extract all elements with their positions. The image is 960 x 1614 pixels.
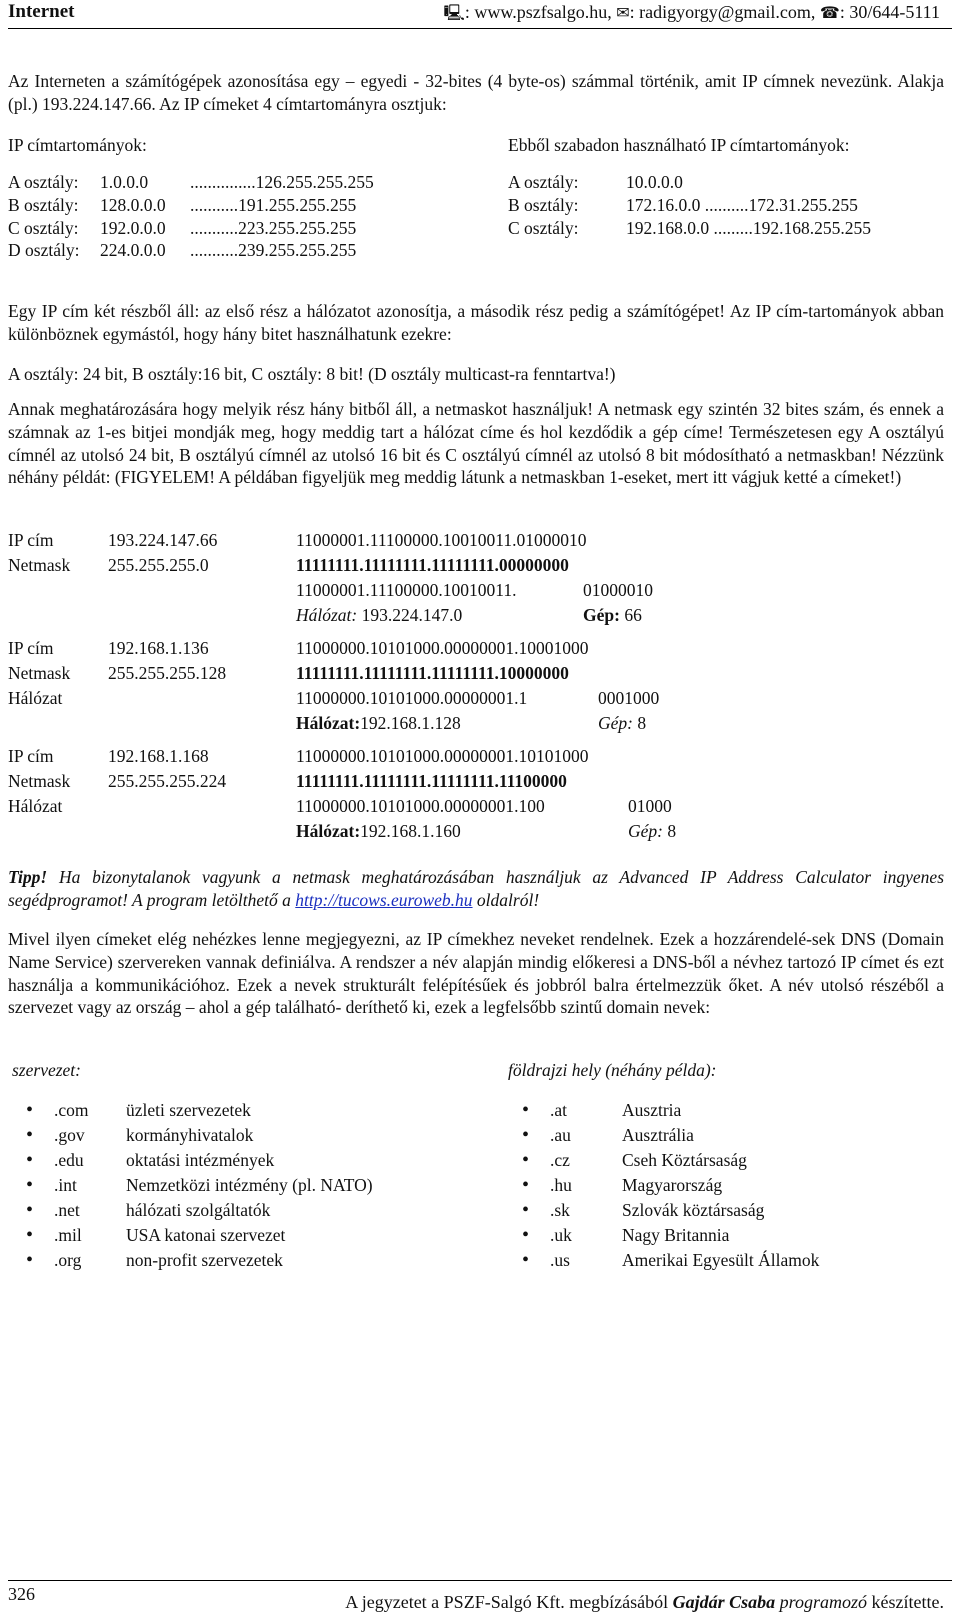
tucows-link[interactable]: http://tucows.euroweb.hu — [295, 889, 473, 910]
header-title: Internet — [8, 1, 75, 22]
free-range-row: A osztály: 10.0.0.0 — [508, 172, 683, 192]
netmask-example-1: IP cím 193.224.147.66 11000001.11100000.10010011.01000010 Netmask 255.255.255.0 11111111.11111111.11111111.00000000 11000001.11100000.10010011. 01000010 Hálózat: 193.224.147.0 Gép: 66 — [8, 530, 653, 625]
netmask-example-2: IP cím 192.168.1.136 11000000.10101000.00000001.10001000 Netmask 255.255.255.128 11111111.11111111.11111111.10000000 Hálózat 11000000.10101000.00000001.1 0001000 Hálózat:192.168.1.128 Gép: 8 — [8, 638, 660, 733]
list-item: • .cz Cseh Köztársaság — [522, 1149, 747, 1171]
org-domain-list — [12, 1059, 472, 1274]
list-item: • .au Ausztrália — [522, 1124, 694, 1146]
ranges-right-title: Ebből szabadon használható IP címtartományok: — [508, 135, 850, 155]
paragraph-class-bits: A osztály: 24 bit, B osztály:16 bit, C osztály: 8 bit! (D osztály multicast-ra fenntartva!) — [8, 364, 616, 384]
list-item: • .sk Szlovák köztársaság — [522, 1199, 765, 1221]
geo-domain-list — [508, 1059, 944, 1274]
intro-paragraph: Az Interneten a számítógépek azonosítása egy – egyedi - 32-bites (4 byte-os) számmal történik, amit IP címnek nevezünk. Alakja (pl.) 193.224.147.66. Az IP címeket 4 címtartományra osztjuk: — [8, 71, 944, 114]
list-item: • .com üzleti szervezetek — [26, 1099, 251, 1121]
free-range-row: B osztály: 172.16.0.0 ..........172.31.255.255 — [508, 194, 858, 215]
email-link[interactable]: radigyorgy@gmail.com, — [639, 2, 816, 22]
list-item: • .int Nemzetközi intézmény (pl. NATO) — [26, 1174, 373, 1196]
page-number: 326 — [8, 1584, 35, 1604]
list-item: • .at Ausztria — [522, 1099, 682, 1121]
list-item: • .hu Magyarország — [522, 1174, 723, 1196]
email-icon: ✉ — [616, 5, 630, 22]
list-item: • .gov kormányhivatalok — [26, 1124, 254, 1146]
free-range-list — [508, 171, 871, 239]
ranges-left-title: IP címtartományok: — [8, 135, 147, 155]
paragraph-ip-parts: Egy IP cím két részből áll: az első rész a hálózatot azonosítja, a második rész pedig a számítógépet! Az IP cím-tartományok abban különböznek egymástól, hogy hány bitet használhatunk ezekre: — [8, 301, 944, 344]
list-item: • .mil USA katonai szervezet — [26, 1224, 286, 1246]
geo-list-title: földrajzi hely (néhány példa): — [508, 1060, 717, 1080]
computer-icon: 🖳 — [443, 5, 465, 22]
document-page — [8, 0, 952, 1611]
page-header — [8, 0, 952, 29]
list-item: • .org non-profit szervezetek — [26, 1249, 283, 1271]
free-range-row: C osztály: 192.168.0.0 .........192.168.255.255 — [508, 217, 871, 238]
website-link[interactable]: www.pszfsalgo.hu, — [474, 2, 612, 22]
paragraph-dns: Mivel ilyen címeket elég nehézkes lenne megjegyezni, az IP címekhez neveket rendelnek. Ezek a hozzárendelé-sek DNS (Domain Name Service) szervereken vannak definiálva. A rendszer a név alapján mindig előkeresi a DNS-ből a névhez tartozó IP címet és ezt használja a kommunikációhoz. Ezek a nevek strukturált felépítésűek és jobbról balra értelmezzük őket. A név utolsó részéből a szervezet vagy az ország – ahol a gép található- deríthető ki, ezek a legfelsőbb szintű domain nevek: — [8, 929, 944, 1018]
list-item: • .edu oktatási intézmények — [26, 1149, 275, 1171]
list-item: • .net hálózati szolgáltatók — [26, 1199, 271, 1221]
header-contact: 🖳: www.pszfsalgo.hu, ✉: radigyorgy@gmail.com, ☎: 30/644-5111 — [444, 1, 940, 25]
footer-credit: A jegyzetet a PSZF-Salgó Kft. megbízásából Gajdár Csaba programozó készítette. — [345, 1592, 944, 1612]
list-item: • .uk Nagy Britannia — [522, 1224, 730, 1246]
paragraph-netmask: Annak meghatározására hogy melyik rész hány bitből áll, a netmaskot használjuk! A netmask egy szintén 32 bites szám, és ennek a számnak az 1-es bitjei mondják meg, hogy meddig tart a hálózat címe és hol kezdődik a gép címe! Természetesen egy A osztályú címnél az utolsó 24 bit, B osztályú címnél az utolsó 16 bit és C osztályú címnél az utolsó 8 bit módosítható a netmaskban! Nézzünk néhány példát: (FIGYELEM! A példában figyeljük meg meddig látunk a netmaskban 1-eseket, mert itt vágjuk ketté a címeket!) — [8, 399, 944, 488]
phone-number: 30/644-5111 — [849, 2, 940, 22]
phone-icon: ☎ — [819, 5, 840, 22]
class-range-row: B osztály: 128.0.0.0 ...........191.255.255.255 — [8, 194, 357, 215]
class-range-row: A osztály: 1.0.0.0 ...............126.255.255.255 — [8, 172, 374, 192]
org-list-title: szervezet: — [12, 1060, 82, 1080]
tip-paragraph: Tipp! Ha bizonytalanok vagyunk a netmask meghatározásában használjuk az Advanced IP Address Calculator ingyenes segédprogramot! A program letölthető a http://tucows.euroweb.hu oldalról! — [8, 867, 944, 910]
tip-lead: Tipp! — [8, 867, 48, 887]
netmask-example-3: IP cím 192.168.1.168 11000000.10101000.00000001.10101000 Netmask 255.255.255.224 11111111.11111111.11111111.11100000 Hálózat 11000000.10101000.00000001.100 01000 Hálózat:192.168.1.160 Gép: 8 — [8, 746, 677, 841]
page-footer — [8, 1580, 952, 1612]
class-range-row: D osztály: 224.0.0.0 ...........239.255.255.255 — [8, 240, 357, 261]
class-range-list — [8, 171, 374, 262]
class-range-row: C osztály: 192.0.0.0 ...........223.255.255.255 — [8, 217, 357, 238]
list-item: • .us Amerikai Egyesült Államok — [522, 1249, 820, 1271]
